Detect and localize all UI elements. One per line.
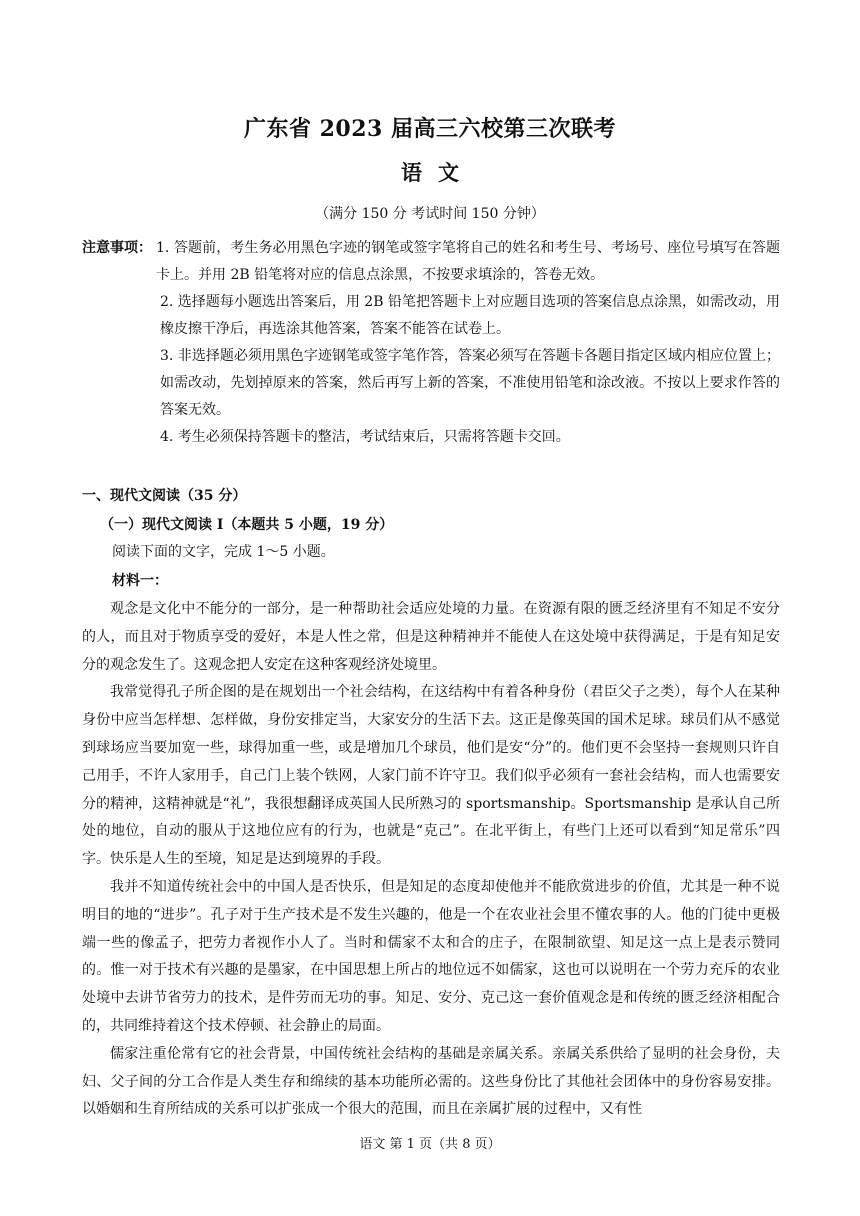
note-item-4: 4. 考生必须保持答题卡的整洁，考试结束后，只需将答题卡交回。 xyxy=(160,429,570,445)
section-heading: 一、现代文阅读（35 分） xyxy=(82,488,247,504)
subject-heading: 语文 xyxy=(401,160,475,185)
paragraph: 观念是文化中不能分的一部分，是一种帮助社会适应处境的力量。在资源有限的匮乏经济里有不知足不安分的人，而且对于物质享受的爱好，本是人性之常，但是这种精神并不能使人在这处境中获得满足，于是有知足安分的观念发生了。这观念把人安定在这种客观经济处境里。 xyxy=(82,601,780,673)
exam-info: （满分 150 分 考试时间 150 分钟） xyxy=(315,206,545,222)
passage-body xyxy=(82,596,780,1124)
subsection-heading: （一）现代文阅读 I（本题共 5 小题，19 分） xyxy=(100,517,394,533)
notes-label: 注意事项： xyxy=(82,240,152,256)
page-title: 广东省 2023 届高三六校第三次联考 xyxy=(243,116,617,142)
note-item-3: 3. 非选择题必须用黑色字迹钢笔或签字笔作答，答案必须写在答题卡各题目指定区域内相应位置上；如需改动，先划掉原来的答案，然后再写上新的答案，不准使用铅笔和涂改液。不按以上要求作答的答案无效。 xyxy=(160,348,780,418)
paragraph: 我并不知道传统社会中的中国人是否快乐，但是知足的态度却使他并不能欣赏进步的价值，尤其是一种不说明目的地的“进步”。孔子对于生产技术是不发生兴趣的，他是一个在农业社会里不懂农事的人。他的门徒中更极端一些的像孟子，把劳力者视作小人了。当时和儒家不太和合的庄子，在限制欲望、知足这一点上是表示赞同的。惟一对于技术有兴趣的是墨家，在中国思想上所占的地位远不如儒家，这也可以说明在一个劳力充斥的农业处境中去讲节省劳力的技术，是件劳而无功的事。知足、安分、克己这一套价值观念是和传统的匮乏经济相配合的，共同维持着这个技术停顿、社会静止的局面。 xyxy=(82,878,780,1034)
note-item-1: 1. 答题前，考生务必用黑色字迹的钢笔或签字笔将自己的姓名和考生号、考场号、座位号填写在答题卡上。并用 2B 铅笔将对应的信息点涂黑，不按要求填涂的，答卷无效。 xyxy=(156,240,780,283)
page-footer: 语文 第 1 页（共 8 页） xyxy=(359,1137,501,1152)
paragraph: 我常觉得孔子所企图的是在规划出一个社会结构，在这结构中有着各种身份（君臣父子之类），每个人在某种身份中应当怎样想、怎样做，身份安排定当，大家安分的生活下去。这正是像英国的国术足球。球员们从不感觉到球场应当要加宽一些，球得加重一些，或是增加几个球员，他们是安“分”的。他们更不会坚持一套规则只许自己用手，不许人家用手，自己门上装个铁网，人家门前不许守卫。我们似乎必须有一套社会结构，而人也需要安分的精神，这精神就是“礼”，我很想翻译成英国人民所熟习的 sportsmanship。Sportsmanship 是承认自己所处的地位，自动的服从于这地位应有的行为，也就是“克己”。在北平街上，有些门上还可以看到“知足常乐”四字。快乐是人生的至境，知足是达到境界的手段。 xyxy=(82,684,780,868)
note-item-2: 2. 选择题每小题选出答案后，用 2B 铅笔把答题卡上对应题目选项的答案信息点涂黑，如需改动，用橡皮擦干净后，再选涂其他答案，答案不能答在试卷上。 xyxy=(160,294,780,337)
reading-instruction: 阅读下面的文字，完成 1～5 小题。 xyxy=(112,544,335,560)
paragraph: 儒家注重伦常有它的社会背景，中国传统社会结构的基础是亲属关系。亲属关系供给了显明的社会身份，夫妇、父子间的分工合作是人类生存和绵续的基本功能所必需的。这些身份比了其他社会团体中的身份容易安排。以婚姻和生育所结成的关系可以扩张成一个很大的范围，而且在亲属扩展的过程中，又有性 xyxy=(82,1045,780,1118)
material-label: 材料一： xyxy=(112,573,168,589)
